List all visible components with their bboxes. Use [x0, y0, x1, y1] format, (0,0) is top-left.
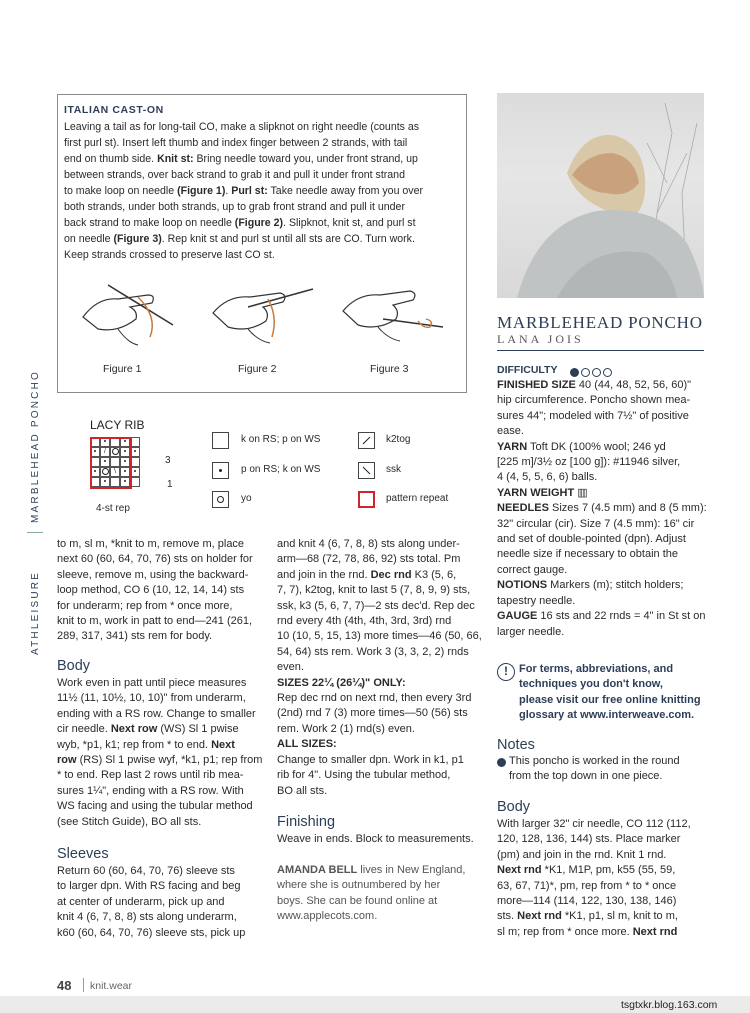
side-section: ATHLEISURE — [30, 570, 41, 655]
bullet-icon — [497, 758, 506, 767]
designer-name: LANA JOIS — [497, 332, 584, 346]
bio-line: where she is outnumbered by her — [277, 879, 441, 892]
col2-line: rnd every 4th (4th, 4th, 3rd, 3rd) rnd — [277, 615, 452, 628]
notes-line: from the top down in one piece. — [509, 770, 663, 783]
legend-repeat-text: pattern repeat — [386, 493, 449, 504]
chart-title: LACY RIB — [90, 418, 145, 432]
cast-on-line: Leaving a tail as for long-tail CO, make a slipknot on right needle (counts as — [64, 121, 420, 133]
designer-bio — [277, 863, 489, 925]
finishing-heading: Finishing — [277, 814, 336, 830]
cast-on-title: ITALIAN CAST-ON — [64, 104, 164, 116]
detail-line: GAUGE 16 sts and 22 rnds = 4" in St st on — [497, 610, 706, 623]
col2-line: arm—68 (72, 78, 86, 92) sts total. Pm — [277, 553, 461, 566]
col1-body-line: sures 1¼", ending with a RS row. With — [57, 784, 244, 797]
notes-line: This poncho is worked in the round — [509, 755, 680, 767]
detail-line: hip circumference. Poncho shown mea- — [497, 394, 691, 407]
legend-yo-text: yo — [241, 493, 252, 504]
bio-line: www.applecots.com. — [277, 910, 378, 923]
finishing-text — [277, 832, 489, 847]
pattern-details — [497, 378, 712, 640]
col1-intro-line: for underarm; rep from * once more, — [57, 599, 233, 612]
detail-line: NOTIONS Markers (m); stitch holders; — [497, 579, 684, 592]
body-line: sts. Next rnd *K1, p1, sl m, knit to m, — [497, 910, 678, 923]
col2-line: rib for 4". Using the tubular method, — [277, 769, 451, 782]
detail-line: ease. — [497, 425, 524, 438]
cast-on-line: end on thumb side. Knit st: Bring needle toward you, under front strand, up — [64, 153, 418, 165]
body-line: more—114 (114, 122, 130, 138, 146) — [497, 895, 677, 908]
col2-line: ALL SIZES: — [277, 738, 337, 751]
info-icon: ! — [497, 663, 515, 681]
detail-line: 32" circular (cir). Size 7 (4.5 mm): 16" cir — [497, 517, 695, 530]
col1-body-line: row (RS) Sl 1 pwise wyf, *k1, p1; rep from — [57, 754, 263, 767]
col1-body-heading: Body — [57, 658, 91, 674]
detail-line: NEEDLES Sizes 7 (4.5 mm) and 8 (5 mm): — [497, 502, 707, 515]
difficulty-dot-icon — [592, 368, 601, 377]
legend-k2tog-icon — [358, 432, 375, 449]
body-line: 63, 67, 71)*, pm, rep from * to * once — [497, 879, 677, 892]
col1-intro-line: 289, 317, 341) sts rem for body. — [57, 630, 213, 643]
body-line: Next rnd *K1, M1P, pm, k55 (55, 59, — [497, 864, 676, 877]
terms-line: please visit our free online knitting — [519, 693, 701, 706]
col2-line: SIZES 22¼ (26¼)" ONLY: — [277, 676, 406, 689]
figure-1-label: Figure 1 — [103, 363, 142, 375]
body-line: With larger 32" cir needle, CO 112 (112, — [497, 818, 691, 830]
col1-body-text — [57, 676, 272, 830]
detail-line: YARN WEIGHT ▥ — [497, 486, 588, 499]
col2-line: 7, 7), k2tog, knit to last 5 (7, 8, 9, 9) sts, — [277, 584, 471, 597]
cast-on-line: on needle (Figure 3). Rep knit st and purl st until all sts are CO. Turn work. — [64, 233, 415, 245]
finishing-line: Weave in ends. Block to measurements. — [277, 833, 474, 845]
bio-line: boys. She can be found online at — [277, 894, 438, 907]
legend-k2tog-text: k2tog — [386, 434, 411, 445]
magazine-name: knit.wear — [90, 980, 133, 992]
col1-body-line: (see Stitch Guide), BO all sts. — [57, 815, 202, 828]
side-band — [28, 370, 42, 655]
legend-purl-icon — [212, 462, 229, 479]
col2-text — [277, 537, 489, 799]
difficulty-dot-icon — [581, 368, 590, 377]
bio-line: AMANDA BELL lives in New England, — [277, 864, 466, 876]
title-rule — [497, 350, 704, 351]
chart-row-label-3: 3 — [165, 455, 171, 466]
terms-line: glossary at www.interweave.com. — [519, 709, 695, 722]
detail-line: larger needle. — [497, 625, 565, 638]
notes-heading: Notes — [497, 737, 535, 753]
col1-body-line: wyb, *p1, k1; rep from * to end. Next — [57, 738, 235, 751]
body-text — [497, 817, 712, 940]
chart-cell: / — [100, 447, 110, 457]
col1-intro-line: to m, sl m, *knit to m, remove m, place — [57, 538, 245, 550]
chart-row-label-1: 1 — [167, 479, 173, 490]
figure-1-illustration — [78, 277, 188, 347]
side-divider — [27, 532, 43, 533]
col1-body-line: * to end. Rep last 2 rows until rib mea- — [57, 769, 244, 782]
col2-line: and join in the rnd. Dec rnd K3 (5, 6, — [277, 568, 457, 581]
col1-intro-line: sleeve, remove m, using the backward- — [57, 568, 249, 581]
model-photo — [497, 93, 704, 298]
difficulty-label: DIFFICULTY — [497, 364, 558, 376]
cast-on-text — [64, 119, 464, 263]
sleeves-line: at center of underarm, pick up and — [57, 895, 225, 908]
chart-grid — [90, 437, 142, 489]
cast-on-line: back strand to make loop on needle (Figure 2). Slipknot, knit st, and purl st — [64, 217, 416, 229]
col2-line: and knit 4 (6, 7, 8, 8) sts along under- — [277, 538, 460, 550]
figure-2-label: Figure 2 — [238, 363, 277, 375]
glossary-note — [497, 662, 712, 724]
sleeves-line: Return 60 (60, 64, 70, 76) sleeve sts — [57, 865, 235, 877]
sleeves-text — [57, 864, 272, 941]
col1-body-line: WS facing and using the tubular method — [57, 800, 253, 813]
difficulty-rating — [570, 364, 614, 376]
body-line: (pm) and join in the rnd. Knit 1 rnd. — [497, 848, 667, 861]
legend-knit-icon — [212, 432, 229, 449]
col2-line: even. — [277, 661, 304, 674]
col1-intro-text — [57, 537, 272, 645]
cast-on-line: to make loop on needle (Figure 1). Purl st: Take needle away from you over — [64, 185, 424, 197]
col2-line: Change to smaller dpn. Work in k1, p1 — [277, 753, 464, 766]
legend-purl-text: p on RS; k on WS — [241, 464, 321, 475]
difficulty-dot-icon — [570, 368, 579, 377]
detail-line: [225 m]/3½ oz [100 g]): #11946 silver, — [497, 456, 681, 469]
sleeves-line: k60 (60, 64, 70, 76) sleeve sts, pick up — [57, 926, 246, 939]
side-title: MARBLEHEAD PONCHO — [30, 370, 41, 523]
cast-on-box — [57, 94, 467, 393]
col2-line: rem. Work 2 (1) rnd(s) even. — [277, 722, 415, 735]
figure-3-label: Figure 3 — [370, 363, 409, 375]
col2-line: (2nd) rnd 7 (3) more times—50 (56) sts — [277, 707, 468, 720]
watermark: tsgtxkr.blog.163.com — [621, 999, 718, 1011]
col1-intro-line: loop method, CO 6 (10, 12, 14, 14) sts — [57, 584, 245, 597]
body-line: 120, 128, 136, 144) sts. Place marker — [497, 833, 681, 846]
sleeves-line: knit 4 (6, 7, 8, 8) sts along underarm, — [57, 911, 237, 924]
body-heading: Body — [497, 799, 531, 815]
terms-line: For terms, abbreviations, and — [519, 663, 674, 675]
detail-line: 4 (4, 5, 5, 6, 6) balls. — [497, 471, 598, 484]
detail-line: YARN Toft DK (100% wool; 246 yd — [497, 440, 666, 453]
legend-yo-icon — [212, 491, 229, 508]
chart-rep-label: 4-st rep — [96, 503, 130, 514]
notes-text — [509, 754, 714, 785]
detail-line: correct gauge. — [497, 563, 568, 576]
chart-repeat-outline — [90, 437, 132, 489]
legend-knit-text: k on RS; p on WS — [241, 434, 321, 445]
col1-body-line: 11½ (11, 10½, 10, 10)" from underarm, — [57, 692, 246, 705]
col2-line: ssk, k3 (5, 6, 7, 7)—2 sts dec'd. Rep dec — [277, 599, 475, 612]
legend-ssk-icon — [358, 462, 375, 479]
cast-on-line: between strands, over back strand to grab it and pull it under front strand — [64, 169, 405, 181]
col1-body-line: cir needle. Next row (WS) Sl 1 pwise — [57, 723, 239, 736]
detail-line: FINISHED SIZE 40 (44, 48, 52, 56, 60)" — [497, 379, 692, 391]
cast-on-line: Keep strands crossed to preserve last CO st. — [64, 249, 275, 261]
cast-on-line: first purl st). Insert left thumb and index finger between 2 strands, with tail — [64, 137, 408, 149]
detail-line: tapestry needle. — [497, 594, 576, 607]
figure-2-illustration — [208, 277, 318, 347]
figure-3-illustration — [338, 277, 448, 347]
footer-divider — [83, 978, 84, 992]
col1-body-line: ending with a RS row. Change to smaller — [57, 707, 256, 720]
terms-line: techniques you don't know, — [519, 678, 663, 691]
detail-line: and set of double-pointed (dpn). Adjust — [497, 533, 686, 546]
legend-ssk-text: ssk — [386, 464, 401, 475]
sleeves-line: to larger dpn. With RS facing and beg — [57, 880, 241, 893]
pattern-title: MARBLEHEAD PONCHO — [497, 313, 703, 332]
col1-intro-line: next 60 (60, 64, 70, 76) sts on holder for — [57, 553, 253, 566]
col1-body-line: Work even in patt until piece measures — [57, 677, 247, 689]
detail-line: needle size if necessary to obtain the — [497, 548, 679, 561]
cast-on-line: both strands, under both strands, up to grab front strand and pull it under — [64, 201, 405, 213]
col2-line: BO all sts. — [277, 784, 328, 797]
chart-cell: \ — [110, 467, 120, 477]
page-number: 48 — [57, 978, 72, 993]
difficulty-dot-icon — [603, 368, 612, 377]
detail-line: sures 44"; modeled with 7½" of positive — [497, 409, 689, 422]
sleeves-heading: Sleeves — [57, 846, 109, 862]
col2-line: 54, 64) sts rem. Work 3 (3, 3, 2, 2) rnds — [277, 645, 469, 658]
body-line: sl m; rep from * once more. Next rnd — [497, 925, 678, 938]
col2-line: Rep dec rnd on next rnd, then every 3rd — [277, 692, 472, 705]
legend-repeat-icon — [358, 491, 375, 508]
col2-line: 10 (10, 5, 15, 13) more times—46 (50, 66, — [277, 630, 482, 643]
col1-intro-line: knit to m, work in patt to end—241 (261, — [57, 615, 253, 628]
